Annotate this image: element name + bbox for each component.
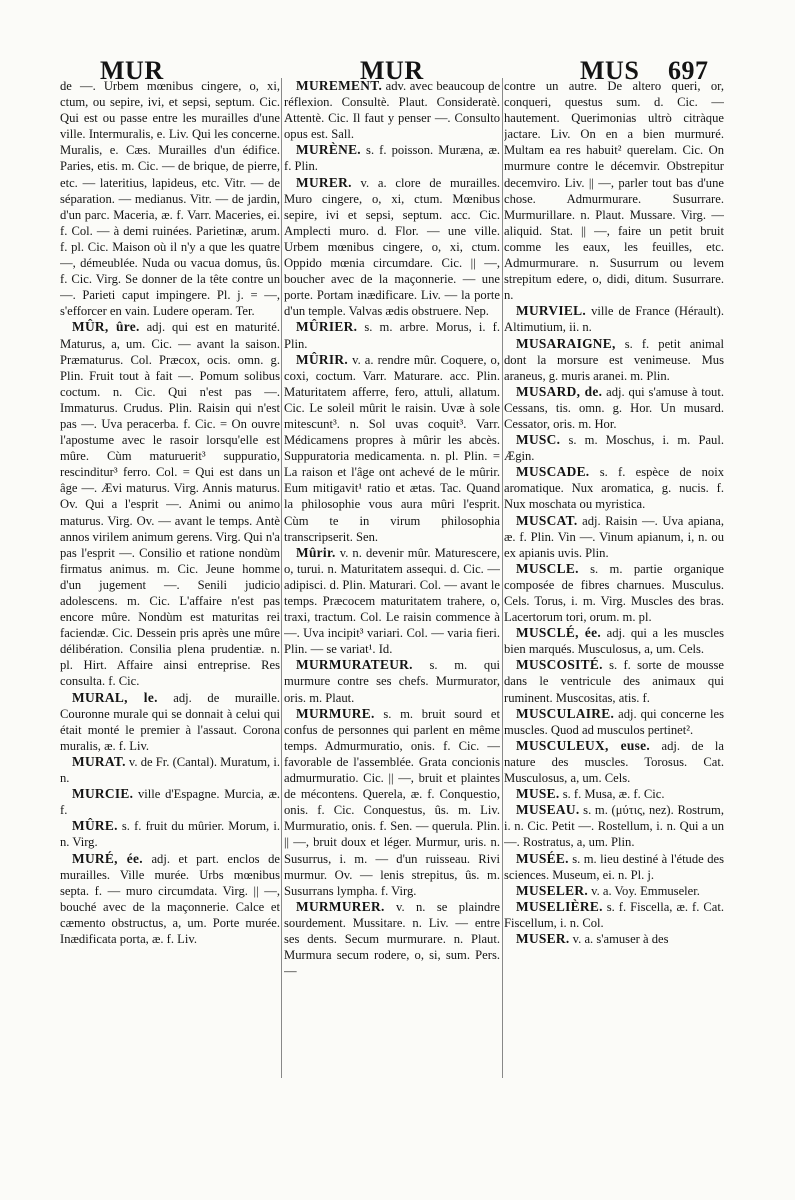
column-2 [284,78,500,1158]
entry-headword: MURÉ, ée. [72,850,143,866]
dictionary-entry [284,319,500,351]
entry-text: s. m. qui murmure contre ses chefs. Murmurator, oris. m. Plaut. [284,658,500,705]
entry-headword: MÛR, ûre. [72,319,140,335]
dictionary-entry [504,303,724,335]
entry-text: v. a. Voy. Emmuseler. [591,883,700,898]
dictionary-entry [284,352,500,545]
entry-text: v. a. rendre mûr. Coquere, o, coxi, coctum. Varr. Maturare. acc. Plin. Maturitatem afferre, fero, attuli, allatum. Cic. Le soleil mûrit le raisin. Uvæ à sole mitescunt³. n. Sol uvas coquit³. Varr. Médicamens propres à mûrir les abcès. Suppuratoria medicamenta. n. pl. Plin. = La raison et l'âge ont achevé de le mûrir. Eum mitigavit¹ ratio et ætas. Tac. Quand la philosophie vous aura mûri l'esprit. Cùm te in virum philosophia transcripserit. Sen. [284,352,500,544]
entry-headword: MUSARAIGNE, [516,335,616,351]
entry-headword: MUSCLÉ, ée. [516,625,602,641]
dictionary-entry [504,738,724,786]
entry-headword: MUSCOSITÉ. [516,657,603,673]
entry-text: s. m. bruit sourd et confus de personnes qui parlent en même temps. Admurmuratio, onis. f. Cic. — favorable de l'assemblée. Grata concionis admurmuratio. Cic. || —, bruit et plaintes de mécontens. Querela, æ. f. Conquestio, onis. f. Cic. Conquestus, ûs. m. Liv. Murmuratio, onis. f. Sen. — querula. Plin. || —, bruit doux et léger. Murmur, uris. n. Susurrus, i. m. — d'un ruisseau. Rivi murmur. Ov. — lenis strepitus, ûs. m. Susurrans lympha. f. Virg. [284,706,500,898]
page-number: 697 [668,56,709,85]
column-3 [504,78,724,1158]
entry-headword: MUREMENT. [296,78,383,93]
entry-headword: MURCIE. [72,786,134,802]
entry-headword: MURÈNE. [296,142,361,158]
entry-headword: MUSCULAIRE. [516,705,615,721]
entry-text: adj. qui est en maturité. Maturus, a, um. Cic. — avant la saison. Præmaturus. Col. Præcox, ocis. omn. g. Plin. Fruit tout à fait —. Pomum solibus coctum. n. Cic. Qui n'est pas —. Immaturus. Crudus. Plin. Raisin qui n'est pas —. Uva peracerba. f. Cic. = On ouvre l'apostume avec le rasoir lorsqu'elle est mûre. Cùm maturuerit³ suppuratio, rescinditur³ ferro. Col. = Qui est dans un âge —. Ævi maturus. Virg. Annis maturus. Ov. Qui a l'esprit —. Animi ou animo maturus. Virg. Ov. — avant le temps. Antè annos virilem animum gerens. Virg. Qui n'a pas l'esprit —. Consilio et ratione nondùm firmatus animus. m. Cic. Jeune homme d'un jugement —. Senili judicio adolescens. m. Cic. L'affaire n'est pas encore mûre. Nondùm est maturitas rei faciendæ. Cic. Dessein pris après une mûre délibération. Consilia plena prudentiæ. n. pl. Hirt. Affaire ainsi entreprise. Res consulta. f. Cic. [60,320,280,689]
dictionary-entry [504,464,724,512]
entry-headword: MUSARD, de. [516,383,603,399]
dictionary-entry [504,786,724,802]
entry-text: v. n. devenir mûr. Maturescere, o, turui. n. Maturitatem assequi. d. Cic. — adipisci. d. Plin. Maturari. Col. — avant le temps. Præcocem maturitatem trahere, o, traxi, tractum. Col. Le raisin commence à —. Uva incipit³ variari. Col. — varia fieri. Plin. — se variat¹. Id. [284,545,500,657]
dictionary-entry [504,336,724,384]
entry-headword: MUSC. [516,432,561,448]
entry-headword: MÛRIER. [296,319,358,335]
header-right-word: MUS [580,56,640,85]
dictionary-entry [504,706,724,738]
header-middle-word: MUR [360,56,424,85]
dictionary-entry [284,545,500,658]
dictionary-entry [60,786,280,818]
columns [60,78,725,1158]
entry-text: s. f. sorte de mousse dans le ventricule des animaux qui ruminent. Muscositas, atis. f. [504,658,724,705]
entry-headword: MÛRE. [72,818,118,834]
entry-headword: MUSELIÈRE. [516,898,603,914]
dictionary-entry [284,175,500,320]
entry-headword: MURAT. [72,753,126,769]
entry-text: adj. de la nature des muscles. Torosus. Cat. Musculosus, a, um. Cels. [504,738,724,786]
entry-headword: MUSCADE. [516,464,590,480]
dictionary-entry [504,802,724,850]
dictionary-entry [284,142,500,174]
entry-text: s. f. Fiscella, æ. f. Cat. Fiscellum, i. n. Col. [504,899,724,930]
dictionary-entry [504,899,724,931]
entry-headword: MUSÉE. [516,850,569,866]
dictionary-entry [504,561,724,625]
entry-text: s. f. fruit du mûrier. Morum, i. n. Virg. [60,819,280,850]
entry-text: v. a. clore de murailles. Muro cingere, o, xi, ctum. Mœnibus sepire, ivi et sepsi, septum. acc. Cic. Amplecti muro. d. Flor. — une ville. Urbem mœnibus cingere, o, xi, ctum. Oppido mœnia circumdare. Cic. || —, boucher avec de la maçonnerie. — une porte. Portam inædificare. Liv. — la porte d'un temple. Valvas ædis obstruere. Nep. [284,175,500,319]
entry-text: s. f. poisson. Muræna, æ. f. Plin. [284,143,500,174]
dictionary-entry [504,851,724,883]
dictionary-entry [504,432,724,464]
entry-headword: MUSCULEUX, euse. [516,737,651,753]
entry-headword: MURMURER. [296,898,385,914]
dictionary-entry [504,625,724,657]
dictionary-entry [60,754,280,786]
dictionary-entry [60,319,280,689]
header-left-word: MUR [100,56,164,85]
entry-text: v. a. s'amuser à des [572,931,669,946]
dictionary-entry [284,657,500,705]
dictionary-entry [284,899,500,979]
entry-text: ville d'Espagne. Murcia, æ. f. [60,787,280,818]
dictionary-entry [504,513,724,561]
entry-headword: MURMURATEUR. [296,657,413,673]
entry-text: adj. et part. enclos de murailles. Ville murée. Urbs mœnibus septa. f. — muro circumdata. Virg. || —, bouché avec de la maçonnerie. Calce et cæmento obstructus, a, um. Porte murée. Inædificata porta, æ. f. Liv. [60,851,280,946]
entry-text: s. m. arbre. Morus, i. f. Plin. [284,320,500,351]
column-1 [60,78,280,1158]
entry-headword: Mûrir. [296,544,336,560]
entry-headword: MURER. [296,174,352,190]
entry-headword: MUSER. [516,930,570,946]
entry-headword: MUSELER. [516,882,588,898]
entry-text: v. de Fr. (Cantal). Muratum, i. n. [60,754,280,786]
dictionary-entry [60,78,280,319]
entry-headword: MURVIEL. [516,303,587,319]
entry-text: s. m. Moschus, i. m. Paul. Ægin. [504,433,724,464]
dictionary-entry [504,931,724,947]
entry-headword: MURMURE. [296,705,375,721]
entry-text: adv. avec beaucoup de réflexion. Consultè. Plaut. Consideratè. Attentè. Cic. Il faut y penser —. Consulto opus est. Sall. [284,79,500,142]
entry-text: s. m. (μύτις, nez). Rostrum, i. n. Cic. Petit —. Rostellum, i. n. Qui a un —. Rostratus, a, um. Plin. [504,803,724,850]
entry-text: adj. qui s'amuse à tout. Cessans, tis. omn. g. Hor. Un musard. Cessator, oris. m. Hor. [504,384,724,431]
dictionary-entry [504,657,724,705]
dictionary-entry [504,384,724,432]
dictionary-entry [284,706,500,899]
entry-headword: MUSCAT. [516,512,578,528]
dictionary-entry [60,818,280,850]
entry-text: s. f. petit animal dont la morsure est venimeuse. Mus araneus, g. muris aranei. m. Plin. [504,336,724,383]
dictionary-entry [60,851,280,948]
entry-text: s. m. partie organique composée de fibres charnues. Musculus. Cels. Torus, i. m. Virg. Muscles des bras. Lacertorum tori, orum. m. pl. [504,561,724,625]
entry-text: de —. Urbem mœnibus cingere, o, xi, ctum, ou sepire, ivi, et sepsi, septum. Cic. Qui est ou passe entre les murailles d'une ville. Intermuralis, e. Liv. Qui les concerne. Muralis, e. Cæs. Murailles d'un édifice. Paries, etis. m. Cic. — de brique, de pierre, etc. — lateritius, lapideus, etc. Vitr. — de séparation. — medianus. Vitr. — de jardin, d'un parc. Maceria, æ. f. Varr. Maceries, ei. f. Col. — à demi ruinées. Parietinæ, arum. f. pl. Cic. Maison où il n'y a que les quatre —, démeublée. Nuda ou vacua domus, ûs. f. Cic. Virg. Se donner de la tête contre un —. Parieti caput impingere. Pl. j. = —, s'efforcer en vain. Ludere operam. Ter. [60,79,280,319]
dictionary-entry [504,78,724,303]
dictionary-entry [504,883,724,899]
entry-text: v. n. se plaindre sourdement. Mussitare. n. Liv. — entre ses dents. Secum murmurare. n. Plaut. Murmura secum rodere, o, si, sum. Pers. — [284,899,500,979]
entry-text: adj. qui a les muscles bien marqués. Musculosus, a, um. Cels. [504,626,724,657]
dictionary-entry [60,690,280,754]
entry-text: s. m. lieu destiné à l'étude des sciences. Museum, ei. n. Pl. j. [504,851,724,882]
entry-text: s. f. espèce de noix aromatique. Nux aromatica, g. nucis. f. Nux moschata ou myristica. [504,465,724,512]
entry-text: contre un autre. De altero queri, or, conqueri, questus sum. d. Cic. — hautement. Querimonias ultrò citràque jactare. Liv. On en a bien murmuré. Multam ea res habuit² querelam. Cic. On murmure contre le décemvir. Obstrepitur decemviro. Liv. || —, parler tout bas d'une chose. Admurmurare. Susurrare. Murmurillare. n. Plaut. Mussare. Virg. — aliquid. Stat. || —, faire un petit bruit comme les eaux, les feuilles, etc. Admurmurare. n. Susurrum ou levem strepitum edere, o, didi, ditum. Susurrare. n. [504,79,724,303]
entry-headword: MURAL, le. [72,689,158,705]
dictionary-entry [284,78,500,142]
entry-text: adj. qui concerne les muscles. Quod ad musculos pertinet². [504,706,724,737]
entry-headword: MUSEAU. [516,802,580,818]
entry-headword: MÛRIR. [296,351,349,367]
entry-text: adj. Raisin —. Uva apiana, æ. f. Plin. Vin —. Vinum apianum, i, n. ou ex apianis uvis. Plin. [504,513,724,560]
entry-text: s. f. Musa, æ. f. Cic. [562,787,665,802]
entry-headword: MUSCLE. [516,560,579,576]
entry-text: ville de France (Hérault). Altimutium, ii. n. [504,304,724,335]
entry-text: adj. de muraille. Couronne murale qui se donnait à celui qui était monté le premier à l'assaut. Corona muralis, æ. f. Liv. [60,690,280,753]
entry-headword: MUSE. [516,786,560,802]
